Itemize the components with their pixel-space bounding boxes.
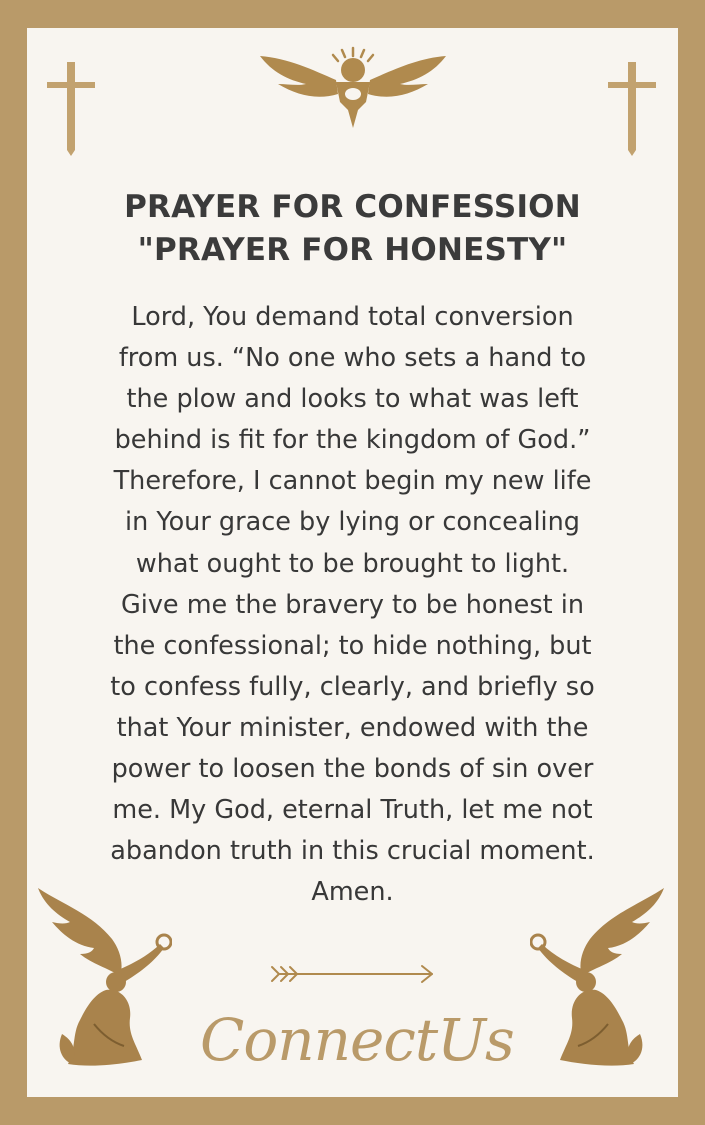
arrow-icon [268,962,436,986]
prayer-line: Lord, You demand total conversion [131,302,574,332]
prayer-line: Give me the bravery to be honest in [120,589,584,620]
prayer-line: abandon truth in this crucial moment. [110,836,595,867]
cross-icon [606,60,658,156]
prayer-line: what ought to be brought to light. [135,548,570,579]
prayer-line: power to loosen the bonds of sin over [111,754,594,785]
prayer-text [40,297,665,913]
prayer-line: Therefore, I cannot begin my new life [113,466,592,497]
title-line: PRAYER FOR CONFESSION [124,189,581,225]
page-title [40,186,665,272]
prayer-line: that Your minister, endowed with the [116,712,589,743]
angel-icon [530,884,670,1074]
brand-logo: ConnectUs [200,1006,514,1074]
prayer-line: behind is fit for the kingdom of God.” [114,425,591,456]
subtitle-line: "PRAYER FOR HONESTY" [137,232,568,268]
prayer-line: in Your grace by lying or concealing [125,507,580,538]
prayer-line: the plow and looks to what was left [126,384,579,415]
angel-icon [32,884,172,1074]
cross-icon [45,60,97,156]
prayer-line: the confessional; to hide nothing, but [113,630,592,661]
prayer-line: to confess fully, clearly, and briefly so [110,671,595,702]
prayer-line: from us. “No one who sets a hand to [118,343,587,374]
prayer-line: me. My God, eternal Truth, let me not [112,795,593,826]
prayer-line: Amen. [311,877,394,908]
winged-sun-emblem-icon [258,44,448,130]
